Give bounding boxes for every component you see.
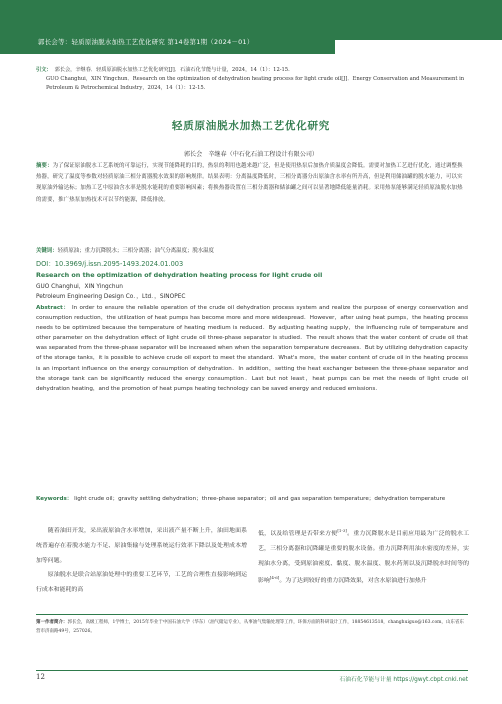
- authors-affiliation-en: [36, 283, 468, 302]
- body-text: 。重力沉降脱水是目前应用最为广泛的脱水工艺，三相分离器和沉降罐是重要的脱水设备。重力沉降利用油水密度的差异，实现油水分离，受到原油密度、黏度、脱水温度、脱水药剂以及沉降脱水时间等的影响: [258, 530, 470, 585]
- paper-title-cn: 轻质原油脱水加热工艺优化研究: [171, 120, 331, 132]
- keywords-en-text: light crude oil；gravity settling dehydration；three-phase separator；oil and gas separation temperature；dehydration temperature: [74, 496, 446, 502]
- body-text: 。为了达到较好的重力沉降效果，对含水原油进行加热升: [279, 578, 427, 585]
- page-number: 12: [36, 673, 45, 681]
- footnote-divider: [36, 614, 468, 615]
- keywords-en-label: Keywords：: [36, 496, 73, 502]
- body-paragraph: [258, 524, 469, 589]
- reference-mark[interactable]: [1-3]: [337, 528, 347, 533]
- citation-en: GUO Changhui，XIN Yingchun．Research on the optimization of dehydration heating process for light crude oil[J]．Energy Conservation and Measurement in Petroleum & Petrochemical Industry，2024，14（1）：12-15.: [46, 76, 465, 92]
- keywords-cn: [36, 246, 468, 256]
- abstract-en-label: Abstract：: [36, 305, 70, 311]
- abstract-en-text: In order to ensure the reliable operation of the crude oil dehydration process system and realize the purpose of energy conservation and consumption reduction，the utilization of heat pumps has become more and more widespread．However，after using heat pumps，the heating process needs to be optimized because the temperature of heating medium is reduced．By adjusting heating supply，the influencing rule of temperature and other parameter on the dehydration effect of light crude oil three-phase separator is studied．The result shows that the water content of crude oil that was separated from the three-phase separator will be increased when when the separation temperature decreases．But by utilizing dehydration capacity of the storage tanks，it is possible to achieve crude oil export to meet the standard．What's more，the water content of crude oil in the heating process is an important influence on the energy consumption of dehydration．In addition，setting the heat exchanger between the three-phase separator and the storage tank can be significantly reduced the energy consumption．Last but not least，heat pumps can be met the needs of light crude oil dehydration heating，and the promotion of heat pumps heating technology can be saved energy and reduced emissions．: [36, 305, 468, 392]
- author-footnote: [36, 618, 468, 636]
- body-text: 低，以及给管理是否带来方便: [258, 530, 338, 537]
- abstract-cn: [36, 161, 468, 206]
- citation-cn: 郭长会，辛继春．轻质原油脱水加热工艺优化研究[J]．石油石化节能与计量，2024，14（1）：12-15.: [54, 67, 290, 73]
- body-paragraph: 原油脱水是联合站原油处理中的重要工艺环节，工艺的合理性直接影响到运行成本和能耗的高: [36, 572, 247, 594]
- reference-mark[interactable]: [4-6]: [269, 575, 280, 581]
- keywords-cn-text: 轻质原油；重力沉降脱水；三相分离器；油气分离温度；脱水温度: [57, 248, 214, 254]
- citation-label: 引文：: [36, 67, 52, 73]
- keywords-en: [36, 494, 468, 504]
- citation-block: [36, 66, 468, 94]
- running-header: 郭长会等：轻质原油脱水加热工艺优化研究 第14卷第1期（2024－01）: [38, 38, 254, 46]
- header-notch: [335, 40, 502, 54]
- footnote-text: 郭长会，高级工程师，1学博士，2015年毕业于中国石油大学（华东）（油气储运专业），从事油气集输处理等工作，环保方面的科研设计工作，18854613518，changhuiguo@163.com，山东省东营市济南路49号，257026。: [36, 620, 464, 634]
- body-paragraph: 随着油田开发，采出液原油含水率增加，采出液产量不断上升，油田地面系统普遍存在着脱水能力不足、原油集输与处理系统运行效率下降以及处理成本增加等问题。: [36, 528, 247, 564]
- abstract-en: [36, 303, 468, 394]
- abstract-cn-text: 为了保证原油脱水工艺系统的可靠运行，实现节能降耗的目的，热泵的利用也越来越广泛，但是使用热泵后加热介质温度会降低。需要对加热工艺进行优化，通过调整换热器，研究了温度等参数对轻质原油三相分离器脱水效果的影响规律。结果表明：分离温度降低时，三相分离器分出原油含水率有所升高，但是利用储油罐的脱水能力，可以实现原油外输达标；加热工艺中原油含水率是脱水能耗的重要影响因素；将换热器设置在三相分离器和储油罐之间可以显著地降低能量消耗。采用热泵能够满足轻质原油脱水加热的需要，推广热泵加热技术可以节约能源，降低排放。: [36, 163, 463, 203]
- authors-en: GUO Changhui，XIN Yingchun: [36, 284, 123, 290]
- authors-cn: 郭长会 辛继春（中石化石油工程设计有限公司）: [183, 151, 319, 158]
- body-column-left: [36, 524, 247, 598]
- footnote-label: 第一作者简介：: [36, 620, 68, 625]
- doi-link[interactable]: DOI：10.3969/j.issn.2095-1493.2024.01.003: [36, 260, 184, 268]
- body-column-right: [258, 524, 469, 589]
- journal-footer[interactable]: 石油石化节能与计量 https://gwyt.cbpt.cnki.net: [339, 677, 468, 683]
- abstract-cn-label: 摘要：: [36, 163, 53, 169]
- paper-title-en: Research on the optimization of dehydration heating process for light crude oil: [36, 271, 323, 279]
- footer-divider: [36, 670, 468, 671]
- affiliation-en: Petroleum Engineering Design Co．，Ltd．，SINOPEC: [36, 293, 186, 300]
- keywords-cn-label: 关键词：: [36, 248, 58, 254]
